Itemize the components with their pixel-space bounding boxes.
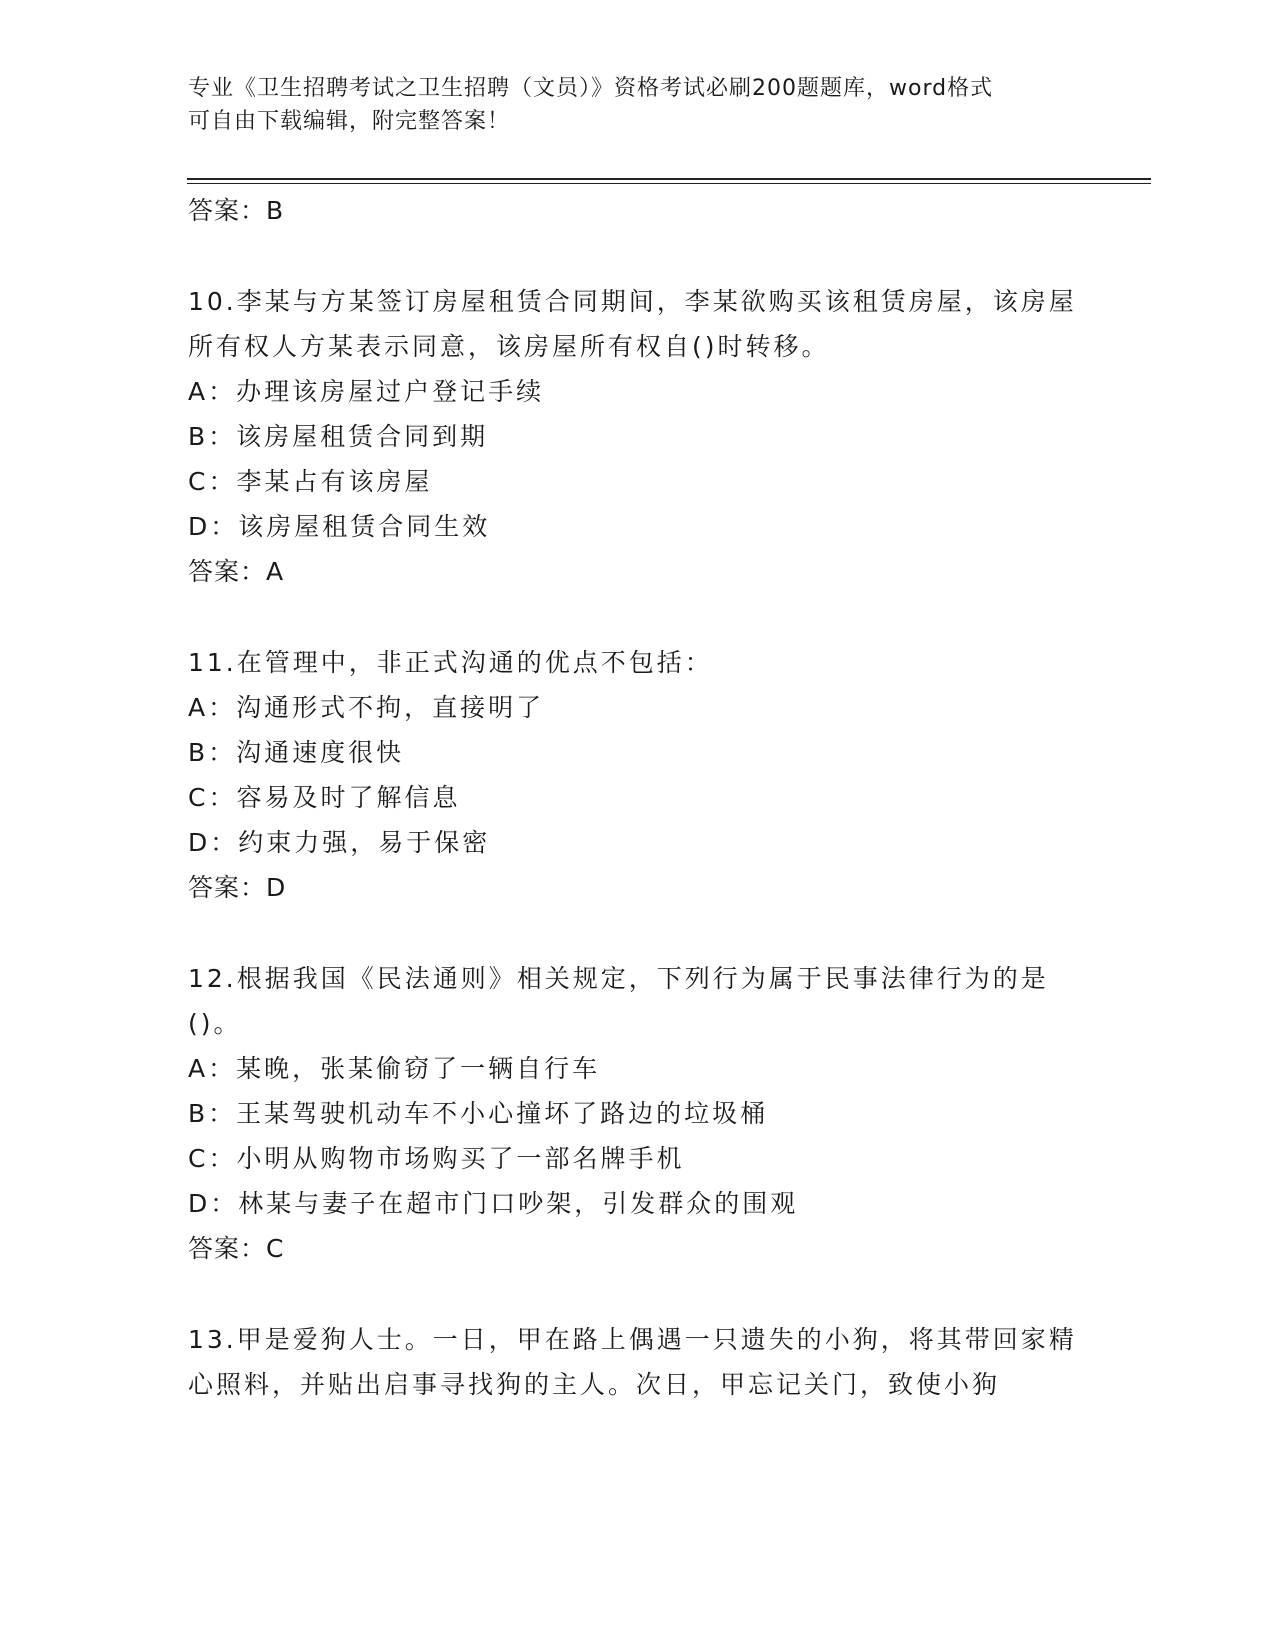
option-c: C：小明从购物市场购买了一部名牌手机 [188,1144,685,1173]
option-d: D：约束力强，易于保密 [188,828,491,857]
option-b: B：王某驾驶机动车不小心撞坏了路边的垃圾桶 [188,1099,769,1128]
answer-line: 答案：A [188,557,285,586]
question-10 [188,279,1088,594]
question-text: 11.在管理中，非正式沟通的优点不包括： [188,648,713,677]
question-12 [188,956,1088,1271]
header-line-1: 专业《卫生招聘考试之卫生招聘（文员）》资格考试必刷200题题库，word格式 [188,76,994,101]
answer-line: 答案：D [188,873,287,902]
question-13 [188,1317,1088,1407]
answer-line: 答案：C [188,1234,285,1263]
option-a: A：某晚，张某偷窃了一辆自行车 [188,1054,601,1083]
option-c: C：李某占有该房屋 [188,467,433,496]
option-b: B：沟通速度很快 [188,738,405,767]
option-d: D：林某与妻子在超市门口吵架，引发群众的围观 [188,1189,799,1218]
answer-line: 答案：B [188,196,285,225]
question-text: 13.甲是爱狗人士。一日，甲在路上偶遇一只遗失的小狗，将其带回家精心照料，并贴出启事寻找狗的主人。次日，甲忘记关门，致使小狗 [188,1325,1077,1399]
question-text: 12.根据我国《民法通则》相关规定，下列行为属于民事法律行为的是()。 [188,964,1049,1038]
option-a: A：沟通形式不拘，直接明了 [188,693,545,722]
header-divider [187,178,1151,184]
option-a: A：办理该房屋过户登记手续 [188,377,545,406]
option-c: C：容易及时了解信息 [188,783,461,812]
question-text: 10.李某与方某签订房屋租赁合同期间，李某欲购买该租赁房屋，该房屋所有权人方某表示同意，该房屋所有权自()时转移。 [188,287,1077,361]
question-11 [188,640,1088,910]
option-d: D：该房屋租赁合同生效 [188,512,491,541]
header-line-2: 可自由下载编辑，附完整答案！ [188,109,511,134]
document-body [188,188,1088,1407]
option-b: B：该房屋租赁合同到期 [188,422,489,451]
document-header [188,72,1068,138]
